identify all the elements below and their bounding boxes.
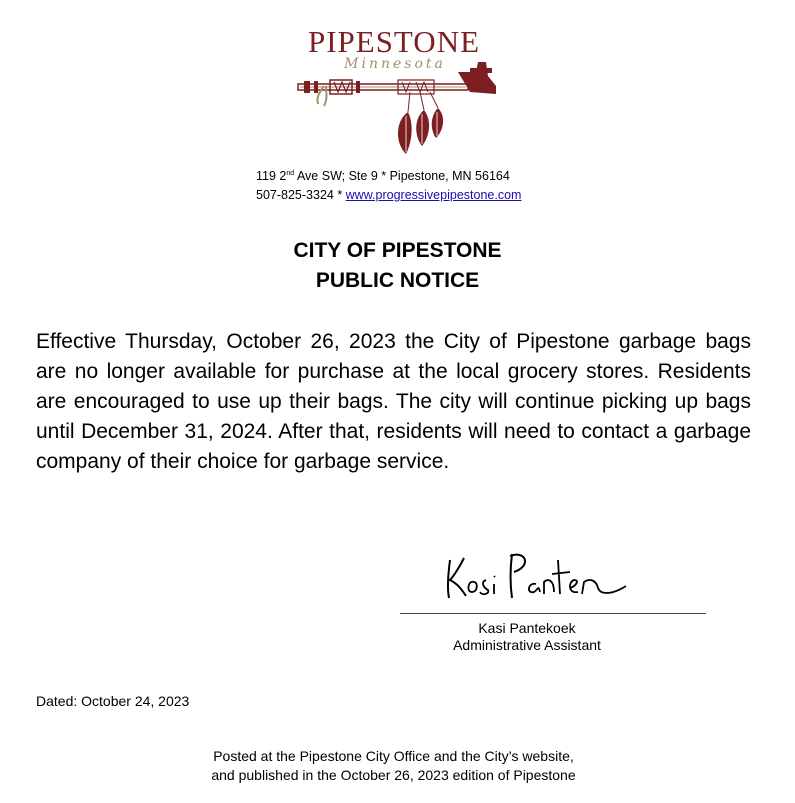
contact-line [256,186,521,205]
signer-name: Kasi Pantekoek [478,620,576,636]
peace-pipe-icon [290,62,505,160]
street-address: 119 2nd Ave SW; Ste 9 * Pipestone, MN 56164 [256,169,510,183]
website-link[interactable]: www.progressivepipestone.com [345,188,522,202]
logo-script: Minnesota [344,56,446,72]
handwritten-signature [440,540,640,610]
dated-line: Dated: October 24, 2023 [36,693,190,709]
signature-line [400,613,706,614]
logo-wordmark: PIPESTONE [307,24,481,59]
pipestone-logo [290,22,505,160]
notice-heading-city: CITY OF PIPESTONE [293,239,502,262]
notice-body: Effective Thursday, October 26, 2023 the City of Pipestone garbage bags are no longer available for purchase at the local grocery stores. Residents are encouraged to use up their bags. The city will continue picking up bags until December 31, 2024. After that, residents will need to contact a garbage company of their choice for garbage service. [36,330,751,473]
posted-line-2: and published in the October 26, 2023 edition of Pipestone [211,767,576,783]
posted-notice [0,747,787,785]
posted-line-1: Posted at the Pipestone City Office and the City’s website, [213,748,574,764]
notice-heading-title: PUBLIC NOTICE [315,269,480,292]
phone-number: 507-825-3324 * [256,188,346,202]
address-block [256,164,521,205]
signer-title: Administrative Assistant [453,637,601,653]
